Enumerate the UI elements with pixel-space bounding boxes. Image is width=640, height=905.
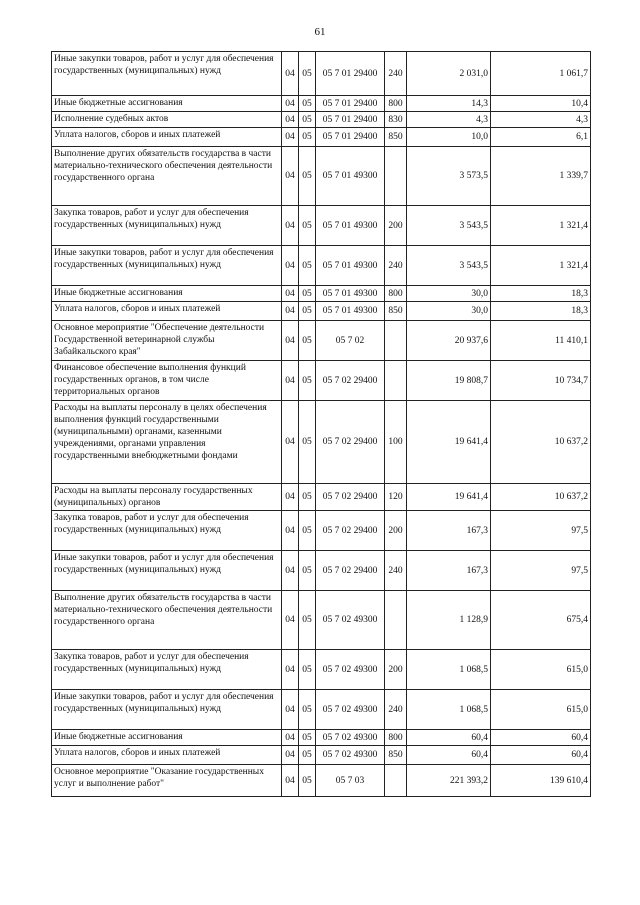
row-name: Иные бюджетные ассигнования (52, 730, 282, 746)
row-value-1: 2 031,0 (407, 52, 491, 96)
row-name: Расходы на выплаты персоналу государственных (муниципальных) органов (52, 484, 282, 511)
row-target-article: 05 7 01 49300 (316, 286, 385, 302)
table-row (52, 52, 591, 96)
row-target-article: 05 7 02 29400 (316, 551, 385, 591)
row-target-article: 05 7 02 49300 (316, 730, 385, 746)
page-number: 61 (314, 26, 326, 38)
row-value-2: 60,4 (491, 746, 591, 765)
table-row (52, 361, 591, 401)
row-value-1: 1 068,5 (407, 650, 491, 690)
row-expense-type: 850 (385, 128, 407, 147)
row-target-article: 05 7 02 49300 (316, 650, 385, 690)
row-expense-type (385, 361, 407, 401)
row-section: 04 (282, 401, 299, 484)
row-subsection: 05 (299, 128, 316, 147)
table-row (52, 690, 591, 730)
table-row (52, 321, 591, 361)
row-target-article: 05 7 01 29400 (316, 128, 385, 147)
table-row (52, 206, 591, 246)
table-row (52, 112, 591, 128)
row-section: 04 (282, 484, 299, 511)
row-subsection: 05 (299, 112, 316, 128)
row-name: Иные закупки товаров, работ и услуг для обеспечения государственных (муниципальных) нужд (52, 690, 282, 730)
row-expense-type: 200 (385, 511, 407, 551)
row-subsection: 05 (299, 484, 316, 511)
row-expense-type: 200 (385, 650, 407, 690)
row-expense-type: 240 (385, 551, 407, 591)
row-expense-type (385, 321, 407, 361)
row-subsection: 05 (299, 206, 316, 246)
row-value-2: 139 610,4 (491, 765, 591, 797)
row-value-2: 60,4 (491, 730, 591, 746)
row-section: 04 (282, 206, 299, 246)
row-target-article: 05 7 01 29400 (316, 96, 385, 112)
row-subsection: 05 (299, 591, 316, 650)
row-value-1: 30,0 (407, 286, 491, 302)
row-name: Уплата налогов, сборов и иных платежей (52, 302, 282, 321)
row-value-1: 14,3 (407, 96, 491, 112)
row-section: 04 (282, 730, 299, 746)
table-row (52, 650, 591, 690)
row-value-2: 675,4 (491, 591, 591, 650)
row-name: Выполнение других обязательств государства в части материально-технического обеспечения деятельности государственного органа (52, 591, 282, 650)
table-row (52, 96, 591, 112)
row-target-article: 05 7 01 49300 (316, 206, 385, 246)
row-expense-type: 240 (385, 246, 407, 286)
row-section: 04 (282, 746, 299, 765)
row-expense-type (385, 765, 407, 797)
row-value-1: 3 573,5 (407, 147, 491, 206)
row-target-article: 05 7 01 49300 (316, 246, 385, 286)
row-section: 04 (282, 128, 299, 147)
row-target-article: 05 7 02 49300 (316, 690, 385, 730)
row-subsection: 05 (299, 650, 316, 690)
row-subsection: 05 (299, 551, 316, 591)
row-target-article: 05 7 02 29400 (316, 511, 385, 551)
row-target-article: 05 7 02 29400 (316, 361, 385, 401)
row-subsection: 05 (299, 511, 316, 551)
row-subsection: 05 (299, 401, 316, 484)
row-subsection: 05 (299, 730, 316, 746)
row-value-1: 221 393,2 (407, 765, 491, 797)
row-section: 04 (282, 246, 299, 286)
row-value-2: 6,1 (491, 128, 591, 147)
row-value-1: 19 641,4 (407, 401, 491, 484)
row-section: 04 (282, 321, 299, 361)
row-subsection: 05 (299, 302, 316, 321)
row-value-1: 60,4 (407, 730, 491, 746)
row-expense-type: 800 (385, 96, 407, 112)
row-target-article: 05 7 02 29400 (316, 401, 385, 484)
row-section: 04 (282, 361, 299, 401)
row-section: 04 (282, 52, 299, 96)
row-target-article: 05 7 01 49300 (316, 147, 385, 206)
row-value-1: 1 128,9 (407, 591, 491, 650)
row-target-article: 05 7 02 49300 (316, 591, 385, 650)
row-section: 04 (282, 96, 299, 112)
row-value-2: 615,0 (491, 690, 591, 730)
row-value-2: 4,3 (491, 112, 591, 128)
row-target-article: 05 7 02 (316, 321, 385, 361)
row-value-2: 11 410,1 (491, 321, 591, 361)
row-value-2: 1 321,4 (491, 206, 591, 246)
row-target-article: 05 7 02 29400 (316, 484, 385, 511)
table-row (52, 246, 591, 286)
row-target-article: 05 7 01 29400 (316, 112, 385, 128)
row-name: Исполнение судебных актов (52, 112, 282, 128)
row-subsection: 05 (299, 321, 316, 361)
row-section: 04 (282, 591, 299, 650)
row-expense-type: 100 (385, 401, 407, 484)
row-value-1: 30,0 (407, 302, 491, 321)
table-row (52, 286, 591, 302)
row-expense-type: 120 (385, 484, 407, 511)
row-value-2: 1 061,7 (491, 52, 591, 96)
row-section: 04 (282, 650, 299, 690)
row-value-2: 10 637,2 (491, 484, 591, 511)
row-name: Выполнение других обязательств государства в части материально-технического обеспечения деятельности государственного органа (52, 147, 282, 206)
row-section: 04 (282, 286, 299, 302)
row-section: 04 (282, 511, 299, 551)
table-row (52, 147, 591, 206)
row-value-1: 19 808,7 (407, 361, 491, 401)
row-target-article: 05 7 02 49300 (316, 746, 385, 765)
row-target-article: 05 7 01 29400 (316, 52, 385, 96)
row-value-2: 97,5 (491, 511, 591, 551)
row-expense-type: 850 (385, 302, 407, 321)
row-name: Закупка товаров, работ и услуг для обеспечения государственных (муниципальных) нужд (52, 511, 282, 551)
row-subsection: 05 (299, 765, 316, 797)
row-name: Уплата налогов, сборов и иных платежей (52, 128, 282, 147)
row-name: Закупка товаров, работ и услуг для обеспечения государственных (муниципальных) нужд (52, 206, 282, 246)
row-name: Иные закупки товаров, работ и услуг для обеспечения государственных (муниципальных) нужд (52, 52, 282, 96)
row-expense-type: 850 (385, 746, 407, 765)
table-row (52, 511, 591, 551)
row-value-1: 60,4 (407, 746, 491, 765)
row-subsection: 05 (299, 96, 316, 112)
row-value-2: 1 339,7 (491, 147, 591, 206)
row-expense-type (385, 591, 407, 650)
row-value-1: 10,0 (407, 128, 491, 147)
row-section: 04 (282, 112, 299, 128)
row-value-2: 10,4 (491, 96, 591, 112)
row-name: Расходы на выплаты персоналу в целях обеспечения выполнения функций государственными (муниципальными) органами, казенными учреждениями, органами управления государственными внебюджетными фондами (52, 401, 282, 484)
row-value-2: 10 734,7 (491, 361, 591, 401)
table-row (52, 484, 591, 511)
row-subsection: 05 (299, 147, 316, 206)
row-value-1: 3 543,5 (407, 206, 491, 246)
row-value-1: 167,3 (407, 551, 491, 591)
row-expense-type: 830 (385, 112, 407, 128)
row-section: 04 (282, 147, 299, 206)
table-row (52, 128, 591, 147)
row-name: Иные закупки товаров, работ и услуг для обеспечения государственных (муниципальных) нужд (52, 246, 282, 286)
row-name: Закупка товаров, работ и услуг для обеспечения государственных (муниципальных) нужд (52, 650, 282, 690)
row-name: Иные закупки товаров, работ и услуг для обеспечения государственных (муниципальных) нужд (52, 551, 282, 591)
row-name: Финансовое обеспечение выполнения функций государственных органов, в том числе территориальных органов (52, 361, 282, 401)
row-expense-type: 800 (385, 730, 407, 746)
row-section: 04 (282, 765, 299, 797)
row-target-article: 05 7 03 (316, 765, 385, 797)
row-section: 04 (282, 690, 299, 730)
row-value-2: 97,5 (491, 551, 591, 591)
row-value-2: 10 637,2 (491, 401, 591, 484)
row-name: Основное мероприятие "Оказание государственных услуг и выполнение работ" (52, 765, 282, 797)
row-value-1: 1 068,5 (407, 690, 491, 730)
row-value-1: 19 641,4 (407, 484, 491, 511)
row-expense-type: 240 (385, 52, 407, 96)
row-value-2: 18,3 (491, 286, 591, 302)
row-value-1: 3 543,5 (407, 246, 491, 286)
table-row (52, 730, 591, 746)
table-row (52, 302, 591, 321)
row-value-2: 1 321,4 (491, 246, 591, 286)
row-value-1: 167,3 (407, 511, 491, 551)
table-row (52, 765, 591, 797)
row-name: Основное мероприятие "Обеспечение деятельности Государственной ветеринарной службы Забайкальского края" (52, 321, 282, 361)
row-section: 04 (282, 551, 299, 591)
row-name: Иные бюджетные ассигнования (52, 286, 282, 302)
row-subsection: 05 (299, 286, 316, 302)
row-value-2: 18,3 (491, 302, 591, 321)
row-expense-type (385, 147, 407, 206)
table-row (52, 401, 591, 484)
row-expense-type: 240 (385, 690, 407, 730)
row-name: Уплата налогов, сборов и иных платежей (52, 746, 282, 765)
row-subsection: 05 (299, 361, 316, 401)
row-subsection: 05 (299, 690, 316, 730)
row-value-2: 615,0 (491, 650, 591, 690)
table-row (52, 746, 591, 765)
table-row (52, 551, 591, 591)
row-expense-type: 200 (385, 206, 407, 246)
row-target-article: 05 7 01 49300 (316, 302, 385, 321)
table-row (52, 591, 591, 650)
row-section: 04 (282, 302, 299, 321)
row-value-1: 20 937,6 (407, 321, 491, 361)
table-body (52, 52, 591, 797)
row-value-1: 4,3 (407, 112, 491, 128)
row-subsection: 05 (299, 52, 316, 96)
row-name: Иные бюджетные ассигнования (52, 96, 282, 112)
row-subsection: 05 (299, 746, 316, 765)
budget-table (51, 51, 591, 797)
row-expense-type: 800 (385, 286, 407, 302)
row-subsection: 05 (299, 246, 316, 286)
